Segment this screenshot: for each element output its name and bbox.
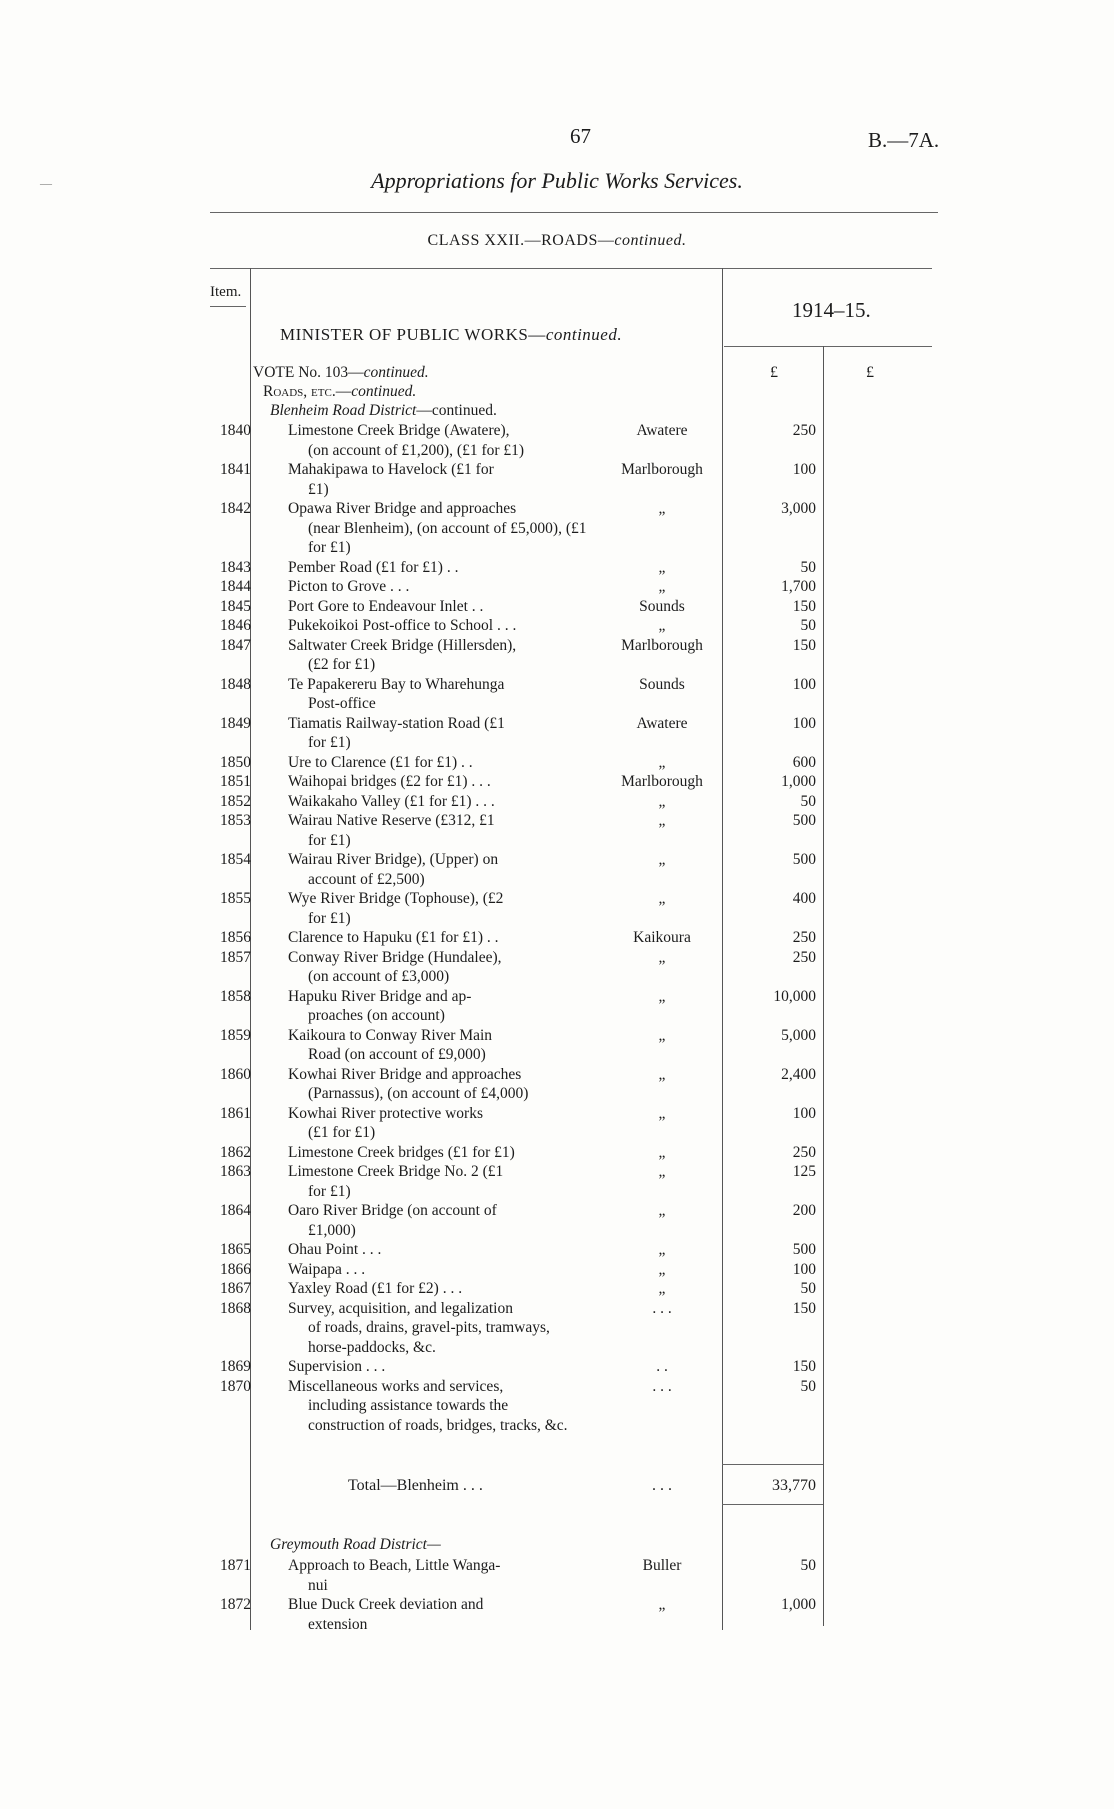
item-number: 1848 (220, 675, 251, 693)
item-description-continuation: Road (on account of £9,000) (308, 1046, 486, 1063)
item-description-continuation: proaches (on account) (308, 1007, 445, 1024)
roads-continued: continued. (351, 383, 417, 400)
item-number: 1869 (220, 1358, 251, 1375)
page-title: Appropriations for Public Works Services. (371, 168, 743, 193)
item-amount: 250 (792, 929, 816, 946)
item-description-continuation: (£2 for £1) (308, 656, 376, 673)
item-district: „ (658, 1202, 666, 1219)
item-description (288, 1143, 588, 1163)
total-label: Total—Blenheim . . . (348, 1477, 483, 1494)
item-description-continuation: (on account of £3,000) (308, 968, 450, 985)
item-header-underline (210, 306, 246, 307)
item-district: „ (658, 1241, 666, 1258)
item-description (288, 772, 588, 792)
item-amount: 150 (792, 636, 816, 654)
item-district: „ (658, 987, 666, 1005)
amount-column-divider (823, 346, 824, 1626)
item-description-line: Ohau Point . . . (288, 1241, 382, 1258)
item-description (288, 1595, 588, 1634)
item-description-continuation: (Parnassus), (on account of £4,000) (308, 1085, 529, 1102)
item-district: „ (658, 1104, 666, 1122)
year-header-rule (724, 346, 932, 347)
item-district: „ (658, 558, 666, 576)
item-number: 1854 (220, 851, 251, 868)
item-description (288, 928, 588, 948)
item-district: Kaikoura (633, 929, 691, 946)
item-description (288, 1556, 588, 1595)
minister-heading-continued: continued. (545, 325, 623, 344)
item-district: „ (658, 948, 666, 966)
item-district: „ (658, 812, 666, 829)
item-number: 1842 (220, 500, 251, 517)
item-description-line: Pember Road (£1 for £1) . . (288, 558, 459, 576)
item-district: Sounds (639, 597, 685, 615)
vote-continued: continued. (363, 364, 429, 381)
item-district: „ (658, 1596, 666, 1613)
item-district: „ (658, 1065, 666, 1083)
item-description (288, 1377, 588, 1436)
item-number: 1841 (220, 461, 251, 478)
document-code: B.—7A. (868, 128, 940, 152)
item-district: Buller (642, 1557, 682, 1574)
item-description (288, 792, 588, 812)
district-heading (270, 402, 497, 420)
item-description (288, 1357, 588, 1377)
item-number: 1851 (220, 773, 251, 790)
item-description-continuation: for £1) (308, 909, 351, 927)
item-number: 1870 (220, 1377, 251, 1395)
item-number: 1852 (220, 792, 251, 810)
item-district: Sounds (639, 675, 685, 693)
item-district: „ (658, 1026, 666, 1044)
greymouth-heading: Greymouth Road District— (270, 1536, 441, 1553)
item-number: 1862 (220, 1143, 251, 1161)
total-top-rule (722, 1464, 823, 1465)
item-description-line: Wye River Bridge (Tophouse), (£2 (288, 890, 504, 907)
item-district: Marlborough (621, 636, 703, 654)
item-number: 1860 (220, 1065, 251, 1083)
item-number: 1850 (220, 753, 251, 771)
class-heading-continued: continued. (614, 232, 687, 249)
item-number: 1845 (220, 597, 251, 615)
item-description (288, 753, 588, 773)
item-description (288, 1162, 588, 1201)
item-description-continuation: for £1) (308, 734, 351, 751)
item-amount: 50 (800, 792, 816, 810)
item-district: . . . (652, 1299, 672, 1317)
item-description (288, 1260, 588, 1280)
item-description (288, 577, 588, 597)
item-description (288, 1299, 588, 1358)
item-description-line: Waipapa . . . (288, 1260, 366, 1278)
item-description (288, 597, 588, 617)
item-description-line: Port Gore to Endeavour Inlet . . (288, 597, 484, 615)
item-description (288, 1065, 588, 1104)
item-number: 1859 (220, 1026, 251, 1044)
item-number: 1857 (220, 948, 251, 966)
item-district: „ (658, 1143, 666, 1161)
item-number: 1847 (220, 636, 251, 654)
item-district: Awatere (636, 422, 688, 439)
item-description-line: Kaikoura to Conway River Main (288, 1026, 493, 1044)
item-description-line: Wairau Native Reserve (£312, £1 (288, 812, 495, 829)
page-number: 67 (570, 124, 591, 148)
item-number: 1871 (220, 1557, 251, 1574)
item-description-continuation: account of £2,500) (308, 870, 425, 888)
item-district: Awatere (636, 714, 688, 732)
title-rule (210, 212, 938, 213)
item-amount: 100 (792, 675, 816, 693)
item-district: „ (658, 792, 666, 810)
item-description-line: Waihopai bridges (£2 for £1) . . . (288, 773, 491, 790)
item-amount: 250 (792, 948, 816, 966)
item-district: „ (658, 753, 666, 771)
item-number: 1863 (220, 1163, 251, 1180)
item-amount: 250 (792, 422, 816, 439)
total-dots: . . . (652, 1477, 672, 1494)
currency-symbol-left: £ (770, 364, 778, 381)
item-description-continuation: £1) (308, 480, 329, 498)
item-amount: 500 (792, 812, 816, 829)
item-number: 1858 (220, 987, 251, 1005)
item-amount: 50 (800, 1377, 816, 1395)
item-amount: 10,000 (773, 987, 816, 1005)
item-description-line: Conway River Bridge (Hundalee), (288, 948, 502, 966)
item-number: 1844 (220, 578, 251, 595)
item-description-line: Te Papakereru Bay to Wharehunga (288, 675, 505, 693)
item-amount: 1,000 (781, 773, 816, 790)
item-amount: 50 (800, 617, 816, 634)
item-description-continuation: £1,000) (308, 1221, 356, 1239)
item-district: Marlborough (621, 773, 703, 790)
item-district: „ (658, 851, 666, 868)
item-description-line: Oaro River Bridge (on account of (288, 1202, 497, 1219)
item-description-continuation: (on account of £1,200), (£1 for £1) (308, 441, 525, 459)
item-district: „ (658, 1280, 666, 1297)
roads-heading (263, 383, 416, 401)
item-amount: 500 (792, 1241, 816, 1258)
item-amount: 400 (792, 890, 816, 907)
roads-label: Roads, etc.— (263, 383, 352, 400)
item-description (288, 460, 588, 499)
minister-heading (280, 325, 622, 345)
item-number: 1846 (220, 617, 251, 634)
item-description-line: Mahakipawa to Havelock (£1 for (288, 461, 494, 478)
item-description-continuation: nui (308, 1576, 328, 1594)
total-amount: 33,770 (772, 1477, 816, 1494)
class-heading-main: CLASS XXII.—ROADS— (427, 232, 615, 249)
item-description-continuation: for £1) (308, 1182, 351, 1200)
item-district: . . . (652, 1377, 672, 1395)
item-description-continuation: extension (308, 1615, 368, 1633)
item-description (288, 811, 588, 850)
item-amount: 100 (792, 714, 816, 732)
item-district: „ (658, 500, 666, 517)
item-description-continuation: (near Blenheim), (on account of £5,000), (£1 for £1) (308, 519, 587, 556)
item-district: „ (658, 578, 666, 595)
item-amount: 50 (800, 1280, 816, 1297)
district-name: Blenheim Road District (270, 402, 417, 419)
item-number: 1855 (220, 890, 251, 907)
item-description-line: Survey, acquisition, and legalization (288, 1299, 513, 1317)
item-description-line: Saltwater Creek Bridge (Hillersden), (288, 636, 517, 654)
item-district: Marlborough (621, 461, 703, 478)
item-amount: 600 (792, 753, 816, 771)
item-amount: 100 (792, 1104, 816, 1122)
year-header: 1914–15. (792, 298, 871, 322)
item-description (288, 1279, 588, 1299)
item-description (288, 714, 588, 753)
item-amount: 1,700 (781, 578, 816, 595)
item-description (288, 616, 588, 636)
item-description-line: Ure to Clarence (£1 for £1) . . (288, 753, 473, 771)
item-description (288, 1201, 588, 1240)
item-description-continuation: including assistance towards the construction of roads, bridges, tracks, &c. (308, 1397, 568, 1434)
item-description-line: Picton to Grove . . . (288, 578, 410, 595)
vote-heading (253, 364, 429, 382)
item-description-line: Wairau River Bridge), (Upper) on (288, 851, 499, 868)
item-amount: 1,000 (781, 1596, 816, 1613)
item-amount: 3,000 (781, 500, 816, 517)
item-description-continuation: of roads, drains, gravel-pits, tramways, horse-paddocks, &c. (308, 1319, 550, 1356)
item-description (288, 675, 588, 714)
item-description-line: Blue Duck Creek deviation and (288, 1596, 484, 1613)
item-number: 1856 (220, 929, 251, 946)
item-amount: 150 (792, 597, 816, 615)
item-description-line: Kowhai River protective works (288, 1104, 483, 1122)
item-amount: 2,400 (781, 1065, 816, 1083)
vote-number: VOTE No. 103— (253, 364, 364, 381)
item-amount: 500 (792, 851, 816, 868)
item-description-continuation: Post-office (308, 695, 376, 712)
total-bottom-rule (722, 1504, 823, 1505)
item-amount: 50 (800, 1557, 816, 1574)
item-description-line: Clarence to Hapuku (£1 for £1) . . (288, 929, 499, 946)
item-number: 1872 (220, 1596, 251, 1613)
district-continued: —continued. (416, 402, 497, 419)
item-amount: 100 (792, 1260, 816, 1278)
item-amount: 150 (792, 1358, 816, 1375)
item-amount: 150 (792, 1299, 816, 1317)
item-amount: 250 (792, 1143, 816, 1161)
item-description (288, 499, 588, 558)
item-description-line: Miscellaneous works and services, (288, 1377, 504, 1395)
item-description-line: Approach to Beach, Little Wanga- (288, 1557, 501, 1574)
item-description (288, 636, 588, 675)
item-amount: 200 (792, 1202, 816, 1219)
item-district: „ (658, 890, 666, 907)
item-description-line: Opawa River Bridge and approaches (288, 500, 517, 517)
item-number: 1849 (220, 714, 251, 732)
item-description-line: Limestone Creek Bridge (Awatere), (288, 422, 510, 439)
item-description-line: Yaxley Road (£1 for £2) . . . (288, 1280, 463, 1297)
minister-heading-main: MINISTER OF PUBLIC WORKS— (280, 325, 546, 344)
item-description-line: Waikakaho Valley (£1 for £1) . . . (288, 792, 495, 810)
item-district: . . (656, 1358, 668, 1375)
class-heading (0, 232, 1114, 250)
item-number: 1866 (220, 1260, 251, 1278)
item-amount: 50 (800, 558, 816, 576)
district-column-divider (722, 268, 723, 1630)
item-amount: 100 (792, 461, 816, 478)
item-district: „ (658, 617, 666, 634)
item-description-line: Supervision . . . (288, 1358, 386, 1375)
item-column-header: Item. (210, 284, 242, 300)
item-description (288, 987, 588, 1026)
item-description (288, 948, 588, 987)
item-number: 1843 (220, 558, 251, 576)
item-description-line: Pukekoikoi Post-office to School . . . (288, 617, 517, 634)
item-description (288, 1240, 588, 1260)
item-description (288, 1026, 588, 1065)
item-description (288, 850, 588, 889)
item-district: „ (658, 1163, 666, 1180)
item-number: 1853 (220, 812, 251, 829)
item-number: 1867 (220, 1280, 251, 1297)
item-description (288, 558, 588, 578)
item-description (288, 889, 588, 928)
item-description-line: Tiamatis Railway-station Road (£1 (288, 714, 505, 732)
item-description-continuation: (£1 for £1) (308, 1124, 376, 1141)
item-amount: 5,000 (781, 1026, 816, 1044)
header-top-rule (210, 268, 932, 269)
item-number: 1840 (220, 422, 251, 439)
item-description-line: Kowhai River Bridge and approaches (288, 1065, 522, 1083)
item-number: 1861 (220, 1104, 251, 1122)
item-number: 1864 (220, 1202, 251, 1219)
item-number: 1865 (220, 1241, 251, 1258)
item-description (288, 1104, 588, 1143)
item-description-line: Limestone Creek Bridge No. 2 (£1 (288, 1163, 504, 1180)
item-description-continuation: for £1) (308, 831, 351, 849)
margin-mark: — (40, 176, 52, 190)
item-district: „ (658, 1260, 666, 1278)
item-amount: 125 (792, 1163, 816, 1180)
item-description-line: Limestone Creek bridges (£1 for £1) (288, 1143, 515, 1161)
item-description (288, 421, 588, 460)
item-description-line: Hapuku River Bridge and ap- (288, 987, 472, 1005)
item-number: 1868 (220, 1299, 251, 1317)
currency-symbol-right: £ (866, 364, 874, 381)
